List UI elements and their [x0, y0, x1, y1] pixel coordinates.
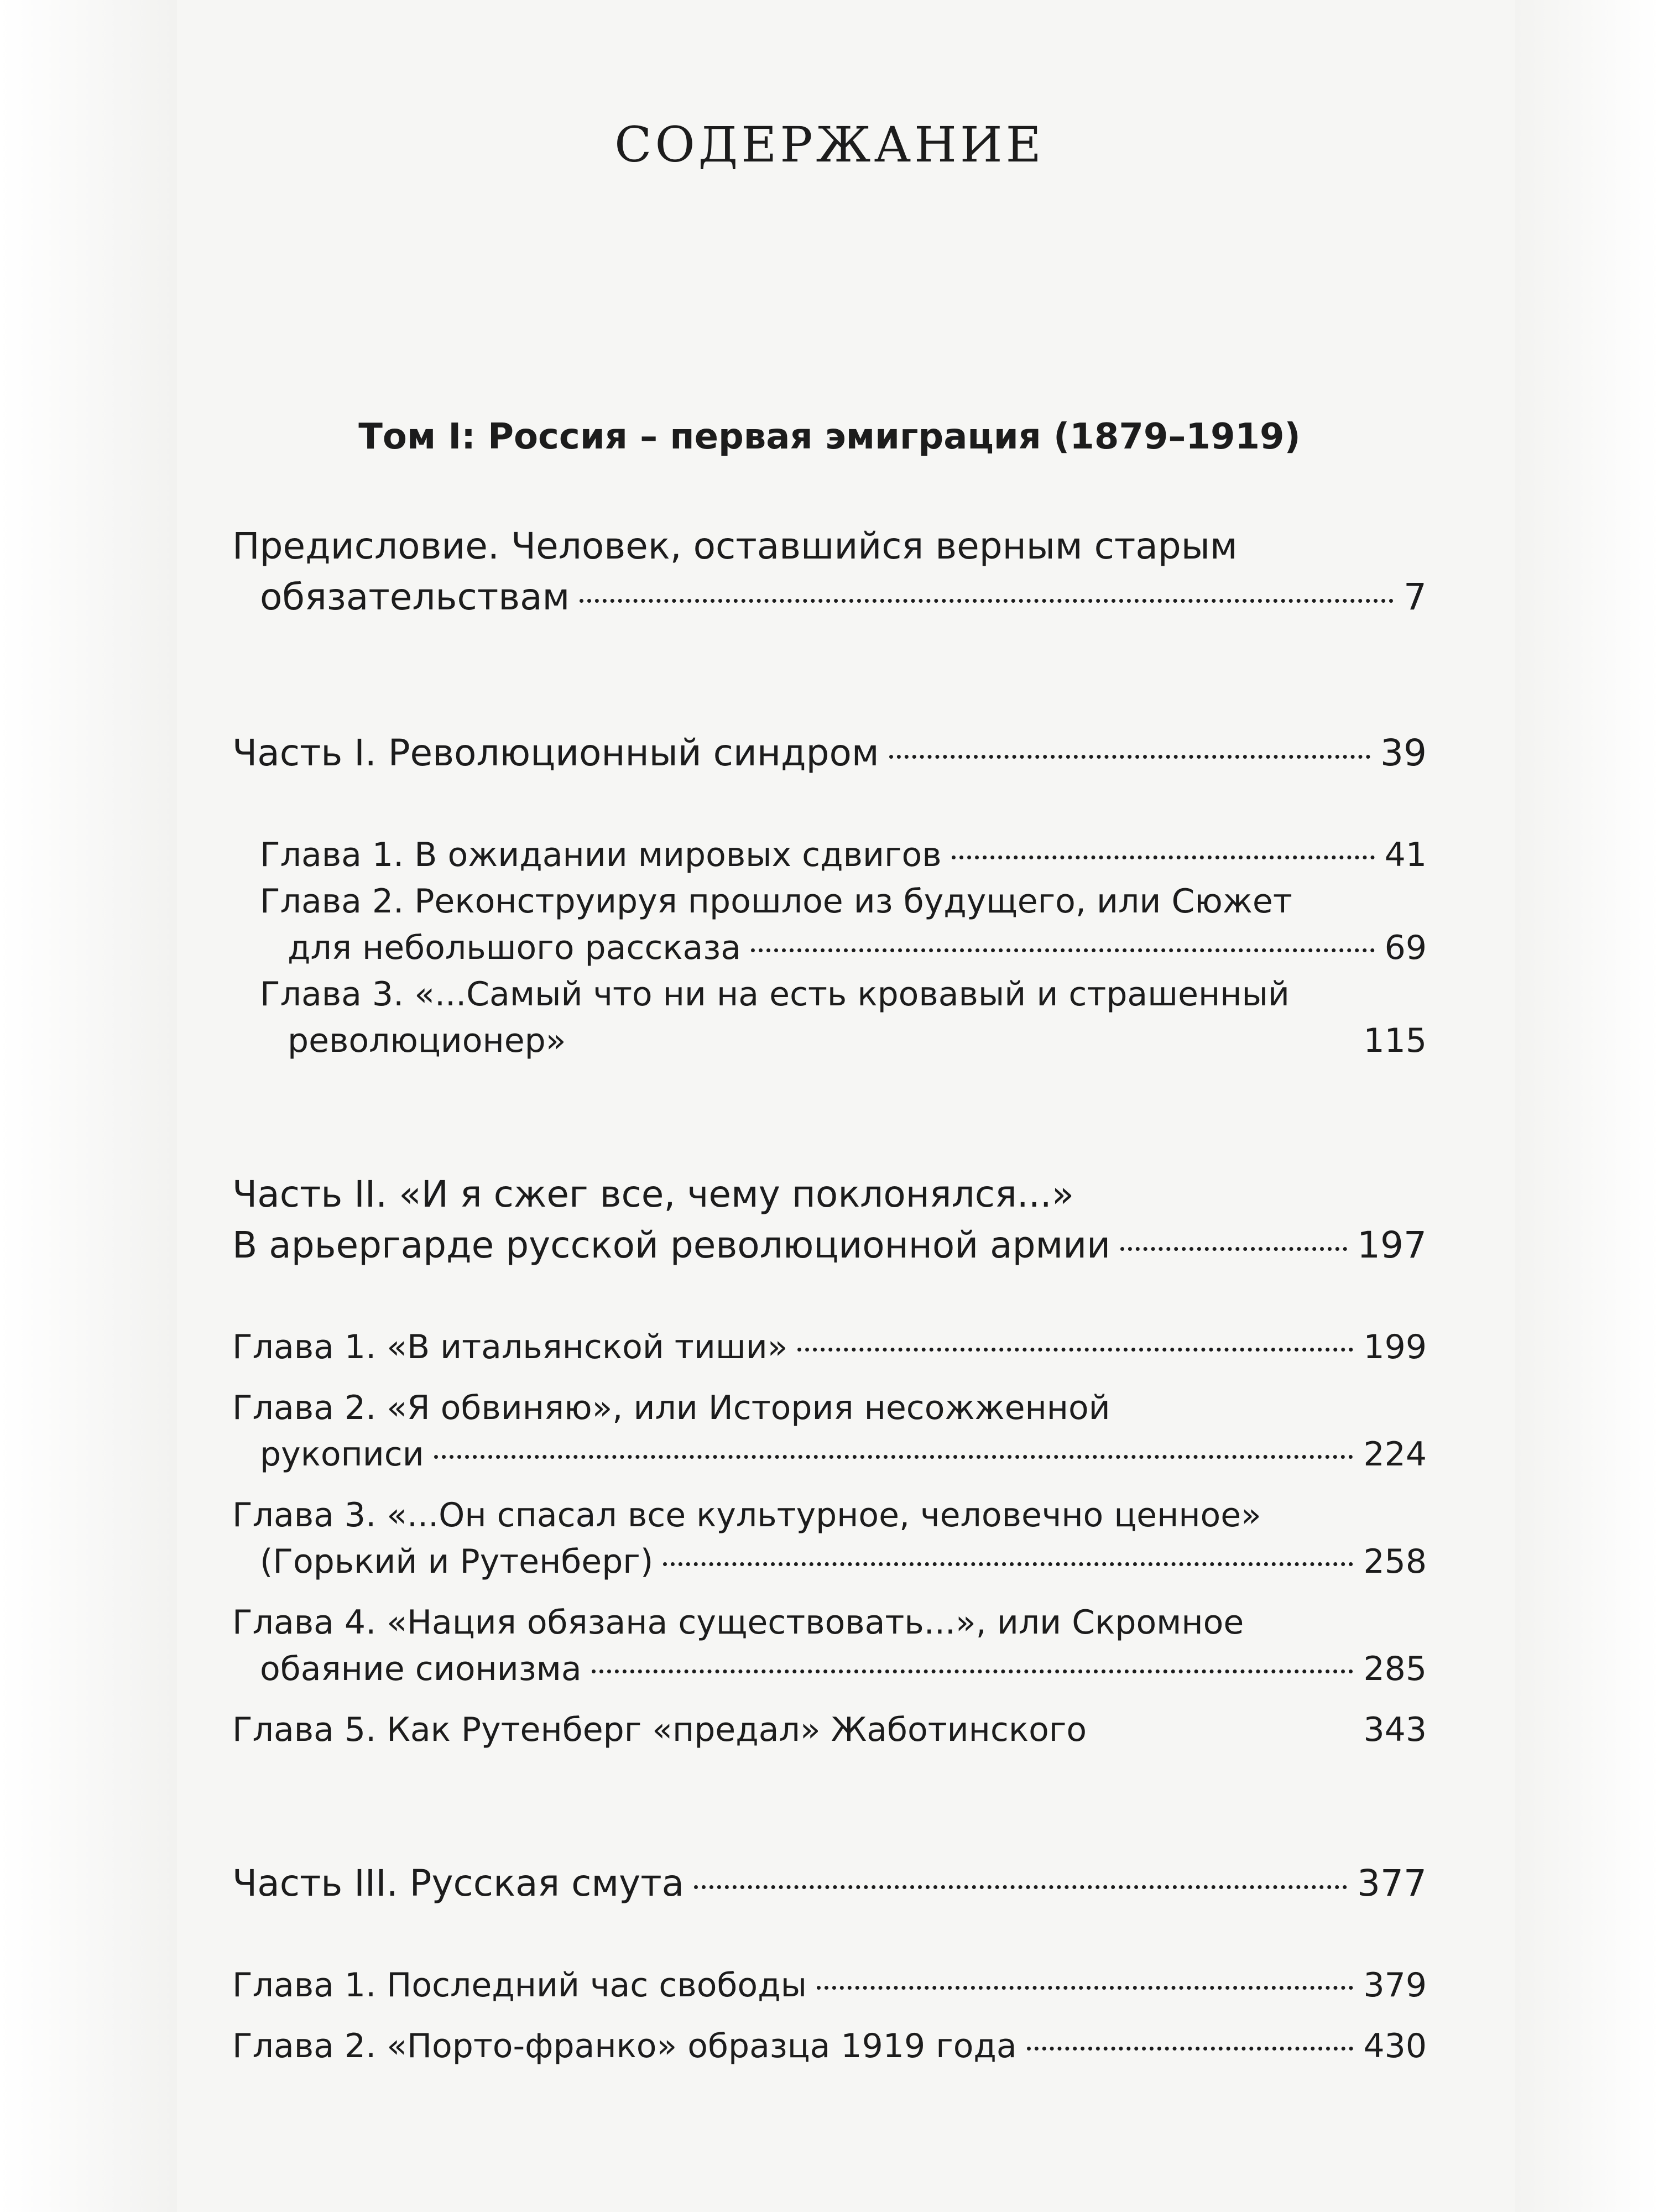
page-number: 258 — [1363, 1542, 1427, 1581]
entry-text-line-1: Глава 3. «...Самый что ни на есть кровавый и страшенный — [260, 975, 1290, 1014]
toc-entry-part-3-chapter-1 — [232, 1962, 1427, 2008]
page-number: 39 — [1380, 732, 1427, 774]
toc-entry-part-1-chapter-2 — [260, 878, 1427, 971]
page-gutter-shadow — [0, 0, 177, 2212]
table-of-contents — [232, 116, 1427, 2069]
toc-entry-preface — [232, 521, 1427, 623]
entry-text-line-2: рукописи — [260, 1435, 424, 1474]
entry-text-line-2: обаяние сионизма — [260, 1650, 582, 1688]
toc-entry-part-1-chapter-3 — [260, 971, 1427, 1064]
page-number: 7 — [1404, 576, 1427, 618]
page-number: 41 — [1384, 836, 1427, 874]
entry-text-line-2: В арьергарде русской революционной армии — [232, 1224, 1111, 1266]
entry-text: Часть III. Русская смута — [232, 1862, 685, 1905]
dot-leader — [1027, 2047, 1354, 2051]
entry-text: Глава 1. «В итальянской тиши» — [232, 1328, 788, 1366]
dot-leader — [434, 1455, 1354, 1459]
toc-entry-part-2-chapter-5 — [232, 1707, 1427, 1753]
page-number: 379 — [1363, 1966, 1427, 2005]
entry-text-line-2: для небольшого рассказа — [288, 928, 741, 967]
toc-entry-part-2-chapter-4 — [232, 1599, 1427, 1692]
entry-text-line-1: Глава 4. «Нация обязана существовать...», или Скромное — [232, 1603, 1244, 1642]
toc-entry-part-2-chapter-2 — [232, 1385, 1427, 1478]
dot-leader — [952, 855, 1375, 859]
page-title: СОДЕРЖАНИЕ — [614, 116, 1045, 173]
page-edge-shadow — [1515, 0, 1659, 2212]
dot-leader — [576, 1041, 1353, 1045]
entry-text-line-2: обязательствам — [260, 576, 570, 618]
toc-entry-part-3-chapter-2 — [232, 2023, 1427, 2069]
page-number: 197 — [1357, 1224, 1427, 1266]
entry-text-line-1: Глава 2. «Я обвиняю», или История несожженной — [232, 1389, 1110, 1427]
page-number: 285 — [1363, 1650, 1427, 1688]
dot-leader — [797, 1348, 1353, 1352]
page-number: 199 — [1363, 1328, 1427, 1366]
dot-leader — [663, 1562, 1353, 1566]
page-number: 115 — [1363, 1021, 1427, 1060]
entry-text: Глава 5. Как Рутенберг «предал» Жаботинского — [232, 1710, 1087, 1749]
page-number: 430 — [1363, 2027, 1427, 2065]
dot-leader — [592, 1670, 1354, 1673]
dot-leader — [751, 948, 1375, 952]
dot-leader — [1097, 1730, 1353, 1734]
entry-text: Глава 2. «Порто-франко» образца 1919 года — [232, 2027, 1017, 2065]
toc-entry-part-2-chapter-3 — [232, 1492, 1427, 1585]
dot-leader — [580, 599, 1394, 603]
entry-text: Глава 1. В ожидании мировых сдвигов — [260, 836, 942, 874]
toc-entry-part-1-chapter-1 — [260, 832, 1427, 878]
toc-entry-part-3 — [232, 1858, 1427, 1909]
page-number: 343 — [1363, 1710, 1427, 1749]
page-number: 377 — [1357, 1862, 1427, 1905]
dot-leader — [817, 1986, 1353, 1990]
dot-leader — [889, 755, 1370, 759]
volume-heading: Том I: Россия – первая эмиграция (1879–1919) — [358, 416, 1301, 457]
entry-text-line-1: Часть II. «И я сжег все, чему поклонялся...» — [232, 1173, 1074, 1215]
dot-leader — [694, 1885, 1347, 1889]
entry-text: Глава 1. Последний час свободы — [232, 1966, 807, 2005]
entry-text-line-1: Предисловие. Человек, оставшийся верным старым — [232, 525, 1238, 567]
toc-entry-part-1 — [232, 728, 1427, 779]
toc-entry-part-2 — [232, 1169, 1427, 1271]
toc-entry-part-2-chapter-1 — [232, 1324, 1427, 1370]
entry-text-line-2: революционер» — [288, 1021, 566, 1060]
entry-text-line-1: Глава 2. Реконструируя прошлое из будущего, или Сюжет — [260, 882, 1292, 921]
page-number: 224 — [1363, 1435, 1427, 1474]
page-number: 69 — [1384, 928, 1427, 967]
dot-leader — [1120, 1247, 1347, 1251]
entry-text-line-2: (Горький и Рутенберг) — [260, 1542, 654, 1581]
entry-text-line-1: Глава 3. «...Он спасал все культурное, человечно ценное» — [232, 1496, 1261, 1535]
entry-text: Часть I. Революционный синдром — [232, 732, 879, 774]
